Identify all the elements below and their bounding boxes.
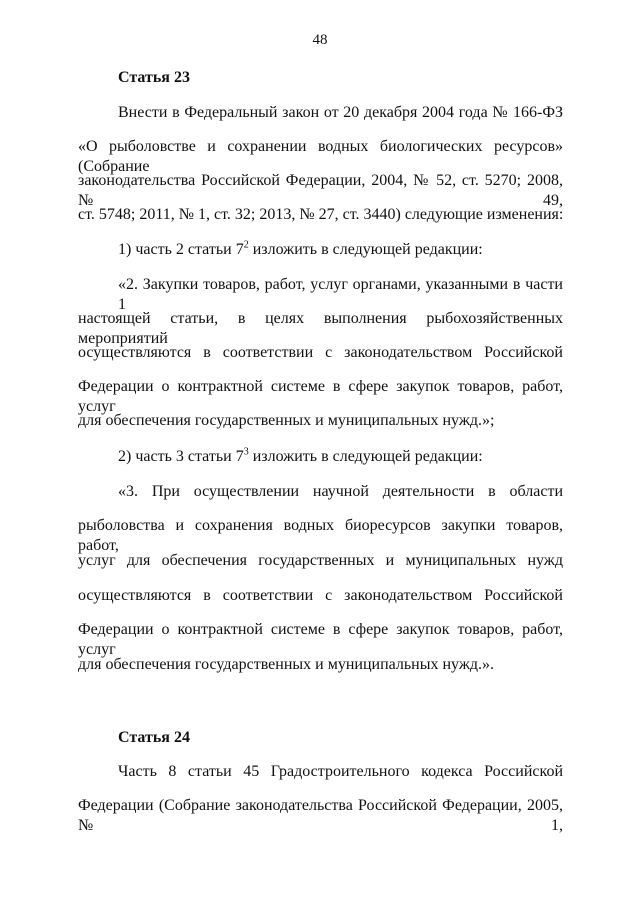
text-line: для обеспечения государственных и муниципальных нужд.».: [78, 656, 495, 673]
text-line: Федерации о контрактной системе в сфере закупок товаров, работ, услуг: [78, 378, 563, 415]
item-1-text-end: изложить в следующей редакции:: [248, 241, 483, 258]
text-line: Федерации о контрактной системе в сфере закупок товаров, работ, услуг: [78, 621, 563, 658]
text-line: законодательства Российской Федерации, 2004, № 52, ст. 5270; 2008, № 49,: [78, 172, 563, 209]
item-1-text: 1) часть 2 статьи 7: [118, 241, 244, 258]
item-1: [118, 240, 563, 260]
text-line: услуг для обеспечения государственных и муниципальных нужд: [78, 552, 563, 569]
page-number: 48: [312, 32, 328, 48]
item-2-text: 2) часть 3 статьи 7: [118, 448, 244, 465]
item-2: [118, 447, 563, 467]
text-line: для обеспечения государственных и муниципальных нужд.»;: [78, 412, 495, 429]
text-line: Часть 8 статьи 45 Градостроительного кодекса Российской: [118, 763, 563, 780]
text-line: Федерации (Собрание законодательства Российской Федерации, 2005, № 1,: [78, 797, 563, 834]
text-line: осуществляются в соответствии с законодательством Российской: [78, 587, 563, 604]
superscript: 3: [243, 446, 249, 458]
item-2-text-end: изложить в следующей редакции:: [248, 448, 483, 465]
superscript: 2: [243, 239, 249, 251]
text-line: «О рыболовстве и сохранении водных биологических ресурсов» (Собрание: [78, 138, 563, 175]
text-line: «3. При осуществлении научной деятельности в области: [118, 483, 563, 500]
article-23-title: Статья 23: [118, 69, 190, 86]
text-line: рыболовства и сохранения водных биоресурсов закупки товаров, работ,: [78, 517, 563, 554]
text-line: настоящей статьи, в целях выполнения рыбохозяйственных мероприятий: [78, 310, 563, 347]
text-line: «2. Закупки товаров, работ, услуг органами, указанными в части 1: [118, 276, 563, 313]
text-line: Внести в Федеральный закон от 20 декабря 2004 года № 166-ФЗ: [118, 104, 563, 121]
text-line: осуществляются в соответствии с законодательством Российской: [78, 344, 563, 361]
text-line: ст. 5748; 2011, № 1, ст. 32; 2013, № 27, ст. 3440) следующие изменения:: [78, 206, 564, 223]
article-24-title: Статья 24: [118, 729, 190, 746]
